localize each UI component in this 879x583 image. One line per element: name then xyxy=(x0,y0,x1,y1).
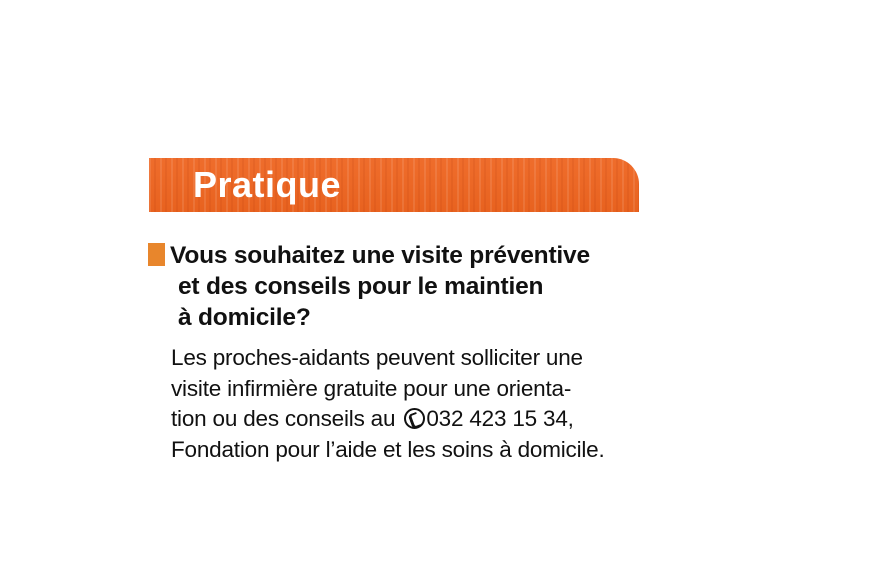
article-body xyxy=(171,343,605,465)
heading-line: Vous souhaitez une visite préventive xyxy=(170,242,590,269)
article-heading xyxy=(170,240,590,333)
phone-number: 032 423 15 34, xyxy=(426,406,574,431)
section-banner xyxy=(149,158,639,212)
heading-bullet xyxy=(148,243,165,266)
body-line-text: tion ou des conseils au xyxy=(171,406,402,431)
banner-title: Pratique xyxy=(193,164,342,205)
phone-icon xyxy=(404,408,425,429)
body-line: Fondation pour l’aide et les soins à domicile. xyxy=(171,436,605,462)
body-line: visite infirmière gratuite pour une orienta- xyxy=(171,375,572,401)
heading-line: à domicile? xyxy=(178,304,311,331)
body-line: Les proches-aidants peuvent solliciter une xyxy=(171,345,583,370)
heading-line: et des conseils pour le maintien xyxy=(178,273,544,300)
body-line xyxy=(171,404,605,435)
